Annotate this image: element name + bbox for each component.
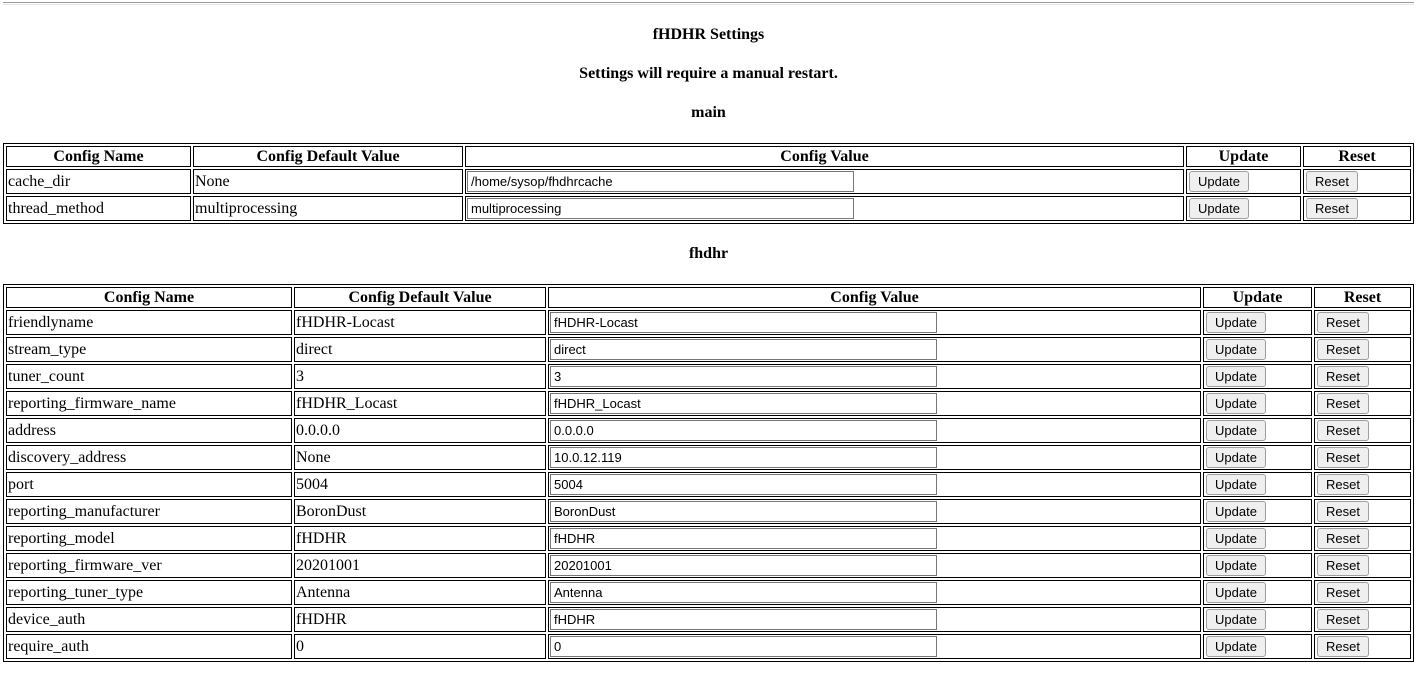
config-value-cell (465, 169, 1184, 194)
config-row (6, 634, 1411, 659)
reset-cell (1303, 169, 1411, 194)
update-button[interactable]: Update (1206, 636, 1266, 657)
update-cell (1203, 337, 1312, 362)
config-default-cell: BoronDust (294, 499, 546, 524)
column-header-reset: Reset (1314, 287, 1411, 308)
reset-cell (1314, 553, 1411, 578)
config-row (6, 391, 1411, 416)
config-name-cell: port (6, 472, 292, 497)
config-row (6, 310, 1411, 335)
update-cell (1203, 472, 1312, 497)
update-button[interactable]: Update (1206, 528, 1266, 549)
config-name-cell: reporting_tuner_type (6, 580, 292, 605)
config-default-cell: None (294, 445, 546, 470)
header-row (6, 146, 1411, 167)
top-divider (3, 2, 1414, 5)
column-header-config-name: Config Name (6, 287, 292, 308)
update-button[interactable]: Update (1206, 501, 1266, 522)
reset-cell (1314, 364, 1411, 389)
config-default-cell: Antenna (294, 580, 546, 605)
config-default-cell: 20201001 (294, 553, 546, 578)
config-row (6, 169, 1411, 194)
config-row (6, 607, 1411, 632)
reset-cell (1314, 607, 1411, 632)
config-value-input[interactable] (550, 393, 937, 414)
config-default-cell: fHDHR (294, 607, 546, 632)
header-row (6, 287, 1411, 308)
config-default-cell: fHDHR-Locast (294, 310, 546, 335)
update-cell (1203, 418, 1312, 443)
update-cell (1203, 499, 1312, 524)
config-value-cell (548, 526, 1201, 551)
update-cell (1203, 391, 1312, 416)
config-name-cell: reporting_firmware_name (6, 391, 292, 416)
reset-button[interactable]: Reset (1317, 555, 1369, 576)
config-name-cell: device_auth (6, 607, 292, 632)
reset-button[interactable]: Reset (1317, 636, 1369, 657)
config-table-fhdhr (3, 284, 1414, 662)
config-value-input[interactable] (550, 339, 937, 360)
config-value-cell (548, 310, 1201, 335)
config-name-cell: stream_type (6, 337, 292, 362)
update-button[interactable]: Update (1206, 393, 1266, 414)
update-button[interactable]: Update (1206, 420, 1266, 441)
update-button[interactable]: Update (1206, 366, 1266, 387)
reset-cell (1314, 472, 1411, 497)
config-value-cell (548, 580, 1201, 605)
reset-cell (1314, 445, 1411, 470)
update-cell (1203, 310, 1312, 335)
config-value-cell (548, 445, 1201, 470)
reset-cell (1303, 196, 1411, 221)
update-button[interactable]: Update (1189, 171, 1249, 192)
reset-cell (1314, 418, 1411, 443)
reset-button[interactable]: Reset (1306, 198, 1358, 219)
config-row (6, 337, 1411, 362)
config-value-input[interactable] (550, 636, 937, 657)
config-row (6, 445, 1411, 470)
update-button[interactable]: Update (1206, 312, 1266, 333)
update-cell (1203, 553, 1312, 578)
update-cell (1186, 169, 1301, 194)
update-cell (1203, 526, 1312, 551)
config-name-cell: thread_method (6, 196, 191, 221)
update-button[interactable]: Update (1206, 582, 1266, 603)
reset-button[interactable]: Reset (1317, 393, 1369, 414)
reset-cell (1314, 337, 1411, 362)
config-name-cell: tuner_count (6, 364, 292, 389)
reset-cell (1314, 526, 1411, 551)
update-cell (1203, 445, 1312, 470)
config-row (6, 553, 1411, 578)
config-value-input[interactable] (550, 555, 937, 576)
config-name-cell: address (6, 418, 292, 443)
column-header-config-default: Config Default Value (294, 287, 546, 308)
config-row (6, 499, 1411, 524)
config-value-cell (465, 196, 1184, 221)
config-value-input[interactable] (550, 528, 937, 549)
config-row (6, 580, 1411, 605)
config-default-cell: 5004 (294, 472, 546, 497)
reset-button[interactable]: Reset (1317, 420, 1369, 441)
config-row (6, 526, 1411, 551)
update-button[interactable]: Update (1206, 339, 1266, 360)
reset-cell (1314, 499, 1411, 524)
reset-button[interactable]: Reset (1317, 447, 1369, 468)
reset-cell (1314, 391, 1411, 416)
config-row (6, 472, 1411, 497)
config-default-cell: 0.0.0.0 (294, 418, 546, 443)
config-name-cell: discovery_address (6, 445, 292, 470)
column-header-config-name: Config Name (6, 146, 191, 167)
reset-button[interactable]: Reset (1317, 339, 1369, 360)
page-title: fHDHR Settings (652, 26, 765, 43)
config-value-input[interactable] (550, 609, 937, 630)
config-value-cell (548, 364, 1201, 389)
config-default-cell: 3 (294, 364, 546, 389)
update-cell (1203, 607, 1312, 632)
config-default-cell: fHDHR (294, 526, 546, 551)
update-cell (1203, 634, 1312, 659)
config-default-cell: direct (294, 337, 546, 362)
reset-button[interactable]: Reset (1317, 501, 1369, 522)
config-name-cell: reporting_firmware_ver (6, 553, 292, 578)
config-value-input[interactable] (467, 198, 854, 219)
config-default-cell: fHDHR_Locast (294, 391, 546, 416)
config-value-cell (548, 391, 1201, 416)
config-value-input[interactable] (550, 447, 937, 468)
reset-button[interactable]: Reset (1306, 171, 1358, 192)
page-subtitle: Settings will require a manual restart. (579, 65, 838, 82)
column-header-config-default: Config Default Value (193, 146, 463, 167)
update-button[interactable]: Update (1206, 447, 1266, 468)
reset-cell (1314, 310, 1411, 335)
config-value-cell (548, 634, 1201, 659)
column-header-config-value: Config Value (548, 287, 1201, 308)
update-button[interactable]: Update (1189, 198, 1249, 219)
config-value-cell (548, 499, 1201, 524)
reset-button[interactable]: Reset (1317, 366, 1369, 387)
column-header-config-value: Config Value (465, 146, 1184, 167)
config-name-cell: friendlyname (6, 310, 292, 335)
config-value-cell (548, 553, 1201, 578)
update-cell (1186, 196, 1301, 221)
config-table-main (3, 143, 1414, 224)
config-value-input[interactable] (550, 420, 937, 441)
config-name-cell: reporting_model (6, 526, 292, 551)
config-value-input[interactable] (550, 501, 937, 522)
config-default-cell: 0 (294, 634, 546, 659)
section-heading-main: main (691, 104, 726, 121)
config-value-cell (548, 418, 1201, 443)
config-value-input[interactable] (467, 171, 854, 192)
section-heading-fhdhr: fhdhr (688, 245, 729, 262)
config-value-input[interactable] (550, 366, 937, 387)
config-value-cell (548, 472, 1201, 497)
reset-button[interactable]: Reset (1317, 312, 1369, 333)
config-row (6, 364, 1411, 389)
config-default-cell: None (193, 169, 463, 194)
update-cell (1203, 580, 1312, 605)
config-name-cell: require_auth (6, 634, 292, 659)
update-button[interactable]: Update (1206, 609, 1266, 630)
config-value-cell (548, 607, 1201, 632)
update-button[interactable]: Update (1206, 555, 1266, 576)
reset-button[interactable]: Reset (1317, 582, 1369, 603)
config-value-cell (548, 337, 1201, 362)
reset-cell (1314, 580, 1411, 605)
reset-button[interactable]: Reset (1317, 609, 1369, 630)
update-button[interactable]: Update (1206, 474, 1266, 495)
reset-cell (1314, 634, 1411, 659)
column-header-update: Update (1203, 287, 1312, 308)
config-default-cell: multiprocessing (193, 196, 463, 221)
config-name-cell: reporting_manufacturer (6, 499, 292, 524)
config-value-input[interactable] (550, 474, 937, 495)
config-value-input[interactable] (550, 312, 937, 333)
config-name-cell: cache_dir (6, 169, 191, 194)
config-row (6, 196, 1411, 221)
column-header-reset: Reset (1303, 146, 1411, 167)
config-row (6, 418, 1411, 443)
reset-button[interactable]: Reset (1317, 528, 1369, 549)
reset-button[interactable]: Reset (1317, 474, 1369, 495)
column-header-update: Update (1186, 146, 1301, 167)
update-cell (1203, 364, 1312, 389)
config-value-input[interactable] (550, 582, 937, 603)
